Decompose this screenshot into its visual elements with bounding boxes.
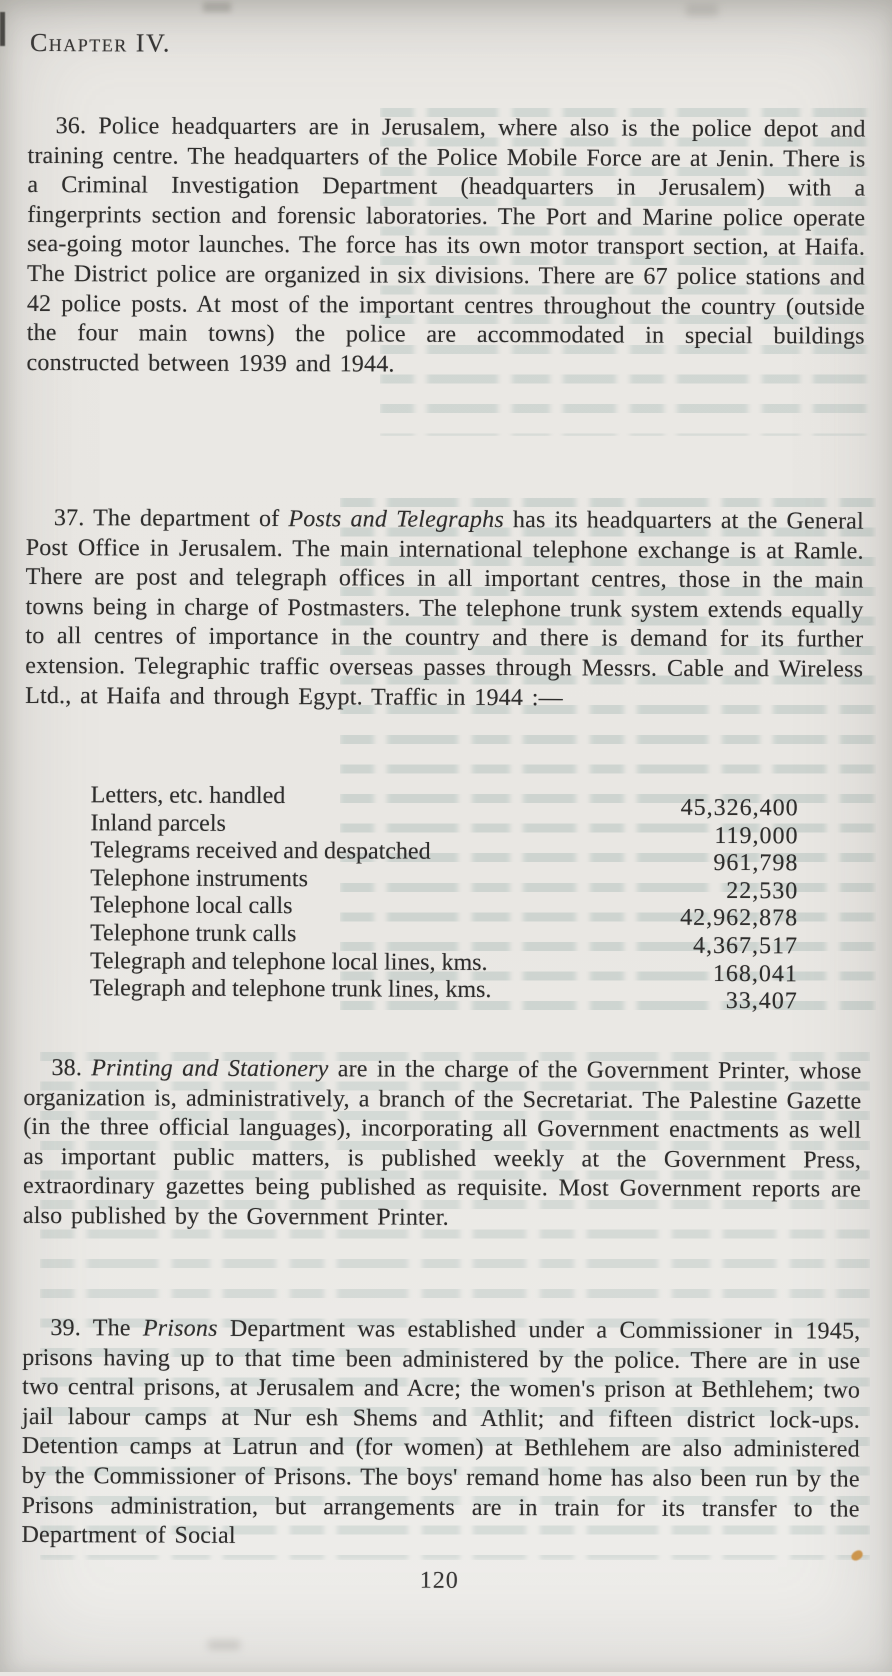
row-value: 961,798 [713, 850, 799, 877]
row-label: Telegraph and telephone local lines, kms. [89, 947, 488, 976]
row-label: Telephone local calls [90, 892, 293, 920]
row-value: 22,530 [726, 877, 799, 905]
paragraph-38-printing-and-stationery: 38. Printing and Stationery are in the charge of the Government Printer, whose organization is, administratively, a branch of the Secretariat. The Palestine Gazette (in the three official languages), incorporating all Government enactments as well as important public matters, is published weekly at the Government Press, extraordinary gazettes being published as requisite. Most Government reports are also published by the Government Printer. [22, 1055, 862, 1231]
row-value: 4,367,517 [692, 932, 799, 960]
traffic-table [24, 782, 863, 1015]
paragraph-37-posts-and-telegraphs: 37. The department of Posts and Telegraphs has its headquarters at the General Post Office in Jerusalem. The main international telephone exchange is at Ramle. There are post and telegraph offices in all important centres, those in the main towns being in charge of Postmasters. The telephone trunk system extends equally to all centres of importance in the country and there is demand for its further extension. Telegraphic traffic overseas passes through Messrs. Cable and Wireless Ltd., at Haifa and through Egypt. Traffic in 1944 :— [25, 505, 864, 711]
table-row [25, 782, 863, 822]
row-value: 168,041 [712, 960, 798, 987]
row-label: Letters, etc. handled [90, 782, 286, 810]
row-label: Telephone trunk calls [90, 920, 297, 948]
row-label: Telegraph and telephone trunk lines, kms. [89, 975, 492, 1004]
paragraph-36-police: 36. Police headquarters are in Jerusalem, where also is the police depot and training centre. The headquarters of the Police Mobile Force are at Jenin. There is a Criminal Investigation Department (headquarters in Jerusalem) with a fingerprints section and forensic laboratories. The Port and Marine police operate sea-going motor launches. The force has its own motor transport section, at Haifa. The District police are organized in six divisions. There are 67 police stations and 42 police posts. At most of the important centres throughout the country (outside the four main towns) the police are accommodated in special buildings constructed between 1939 and 1944. [26, 113, 866, 378]
row-label: Inland parcels [90, 809, 226, 837]
row-value: 33,407 [725, 988, 798, 1015]
row-label: Telephone instruments [90, 865, 309, 892]
row-value: 42,962,878 [680, 905, 799, 932]
chapter-heading: Chapter IV. [29, 27, 171, 58]
page-number: 120 [419, 1567, 459, 1594]
paragraph-39-prisons: 39. The Prisons Department was established under a Commissioner in 1945, prisons having up to that time been administered by the police. There are in use two central prisons, at Jerusalem and Acre; the women's prison at Bethlehem; two jail labour camps at Nur esh Shems and Athlit; and fifteen district lock-ups. Detention camps at Latrun and (for women) at Bethlehem are also administered by the Commissioner of Prisons. The boys' remand home has also been run by the Prisons administration, but arrangements are in train for its transfer to the Department of Social [21, 1315, 861, 1550]
row-value: 119,000 [714, 822, 799, 849]
row-label: Telegrams received and despatched [90, 837, 431, 865]
row-value: 45,326,400 [680, 794, 799, 822]
